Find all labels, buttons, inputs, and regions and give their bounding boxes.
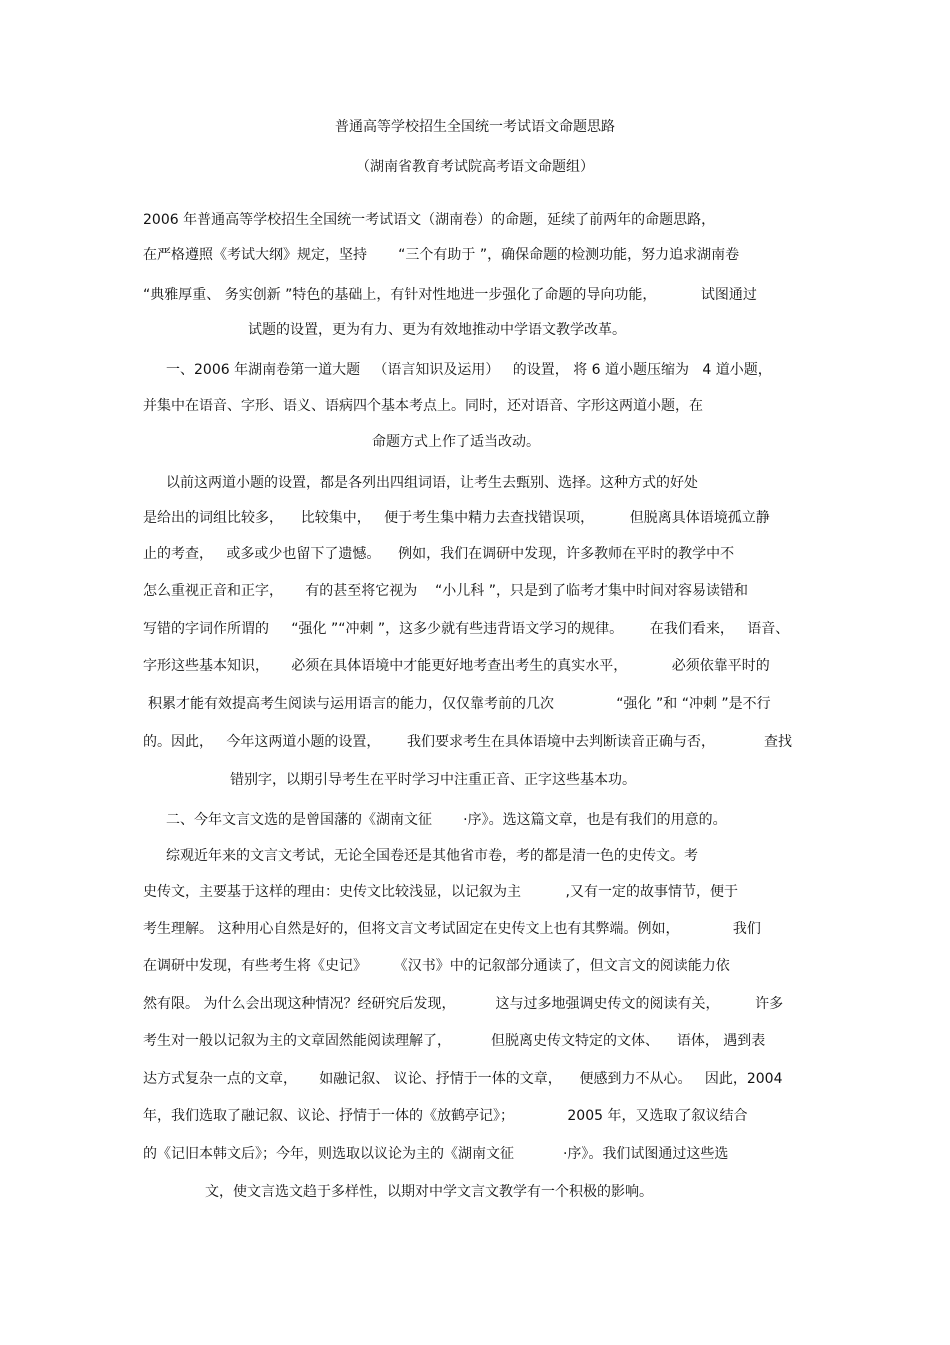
text-line-3: “典雅厚重、 务实创新 ”特色的基础上，有针对性地进一步强化了命题的导向功能， 试图通过	[143, 287, 757, 303]
text-line-24: 达方式复杂一点的文章， 如融记叙、 议论、抒情于一体的文章， 便感到力不从心。 因此，2004	[143, 1071, 783, 1087]
text-line-16: 错别字，以期引导考生在平时学习中注重正音、正字这些基本功。	[230, 772, 636, 788]
text-line-18: 综观近年来的文言文考试，无论全国卷还是其他省市卷，考的都是清一色的史传文。考	[166, 848, 698, 864]
text-line-27: 文，使文言选文趋于多样性，以期对中学文言文教学有一个积极的影响。	[205, 1184, 653, 1200]
text-line-15: 的。因此， 今年这两道小题的设置， 我们要求考生在具体语境中去判断读音正确与否， 查找	[143, 734, 793, 750]
text-line-19: 史传文，主要基于这样的理由：史传文比较浅显，以记叙为主 ,又有一定的故事情节，便于	[143, 884, 738, 900]
text-line-8: 以前这两道小题的设置，都是各列出四组词语，让考生去甄别、选择。这种方式的好处	[166, 475, 698, 491]
text-line-9: 是给出的词组比较多， 比较集中， 便于考生集中精力去查找错误项， 但脱离具体语境孤立静	[143, 510, 770, 526]
text-line-7: 命题方式上作了适当改动。	[372, 434, 540, 450]
text-line-4: 试题的设置，更为有力、更为有效地推动中学语文教学改革。	[248, 322, 626, 338]
text-line-6: 并集中在语音、字形、语义、语病四个基本考点上。同时，还对语音、字形这两道小题，在	[143, 398, 703, 414]
text-line-5: 一、2006 年湖南卷第一道大题 （语言知识及运用） 的设置， 将 6 道小题压缩为 4 道小题，	[166, 362, 772, 378]
text-line-21: 在调研中发现，有些考生将《史记》 《汉书》中的记叙部分通读了，但文言文的阅读能力依	[143, 958, 730, 974]
text-line-1: 2006 年普通高等学校招生全国统一考试语文（湖南卷）的命题，延续了前两年的命题思路，	[143, 212, 716, 228]
text-line-20: 考生理解。 这种用心自然是好的，但将文言文考试固定在史传文上也有其弊端。例如， 我们	[143, 921, 761, 937]
text-line-25: 年，我们选取了融记叙、议论、抒情于一体的《放鹤亭记》； 2005 年，又选取了叙议结合	[143, 1108, 748, 1124]
text-line-22: 然有限。 为什么会出现这种情况？经研究后发现， 这与过多地强调史传文的阅读有关， 许多	[143, 996, 784, 1012]
text-line-13: 字形这些基本知识， 必须在具体语境中才能更好地考查出考生的真实水平， 必须依靠平时的	[143, 658, 770, 674]
text-line-23: 考生对一般以记叙为主的文章固然能阅读理解了， 但脱离史传文特定的文体、 语体， 遇到表	[143, 1033, 766, 1049]
text-line-12: 写错的字词作所谓的 “强化 ”“冲刺 ”，这多少就有些违背语文学习的规律。 在我们看来， 语音、	[143, 621, 790, 637]
text-line-10: 止的考查， 或多或少也留下了遗憾。 例如，我们在调研中发现，许多教师在平时的教学中不	[143, 546, 735, 562]
text-line-17: 二、今年文言文选的是曾国藩的《湖南文征 ·序》。选这篇文章，也是有我们的用意的。	[166, 812, 727, 828]
document-subtitle: （湖南省教育考试院高考语文命题组）	[356, 159, 594, 175]
text-line-26: 的《记旧本韩文后》；今年，则选取以议论为主的《湖南文征 ·序》。我们试图通过这些选	[143, 1146, 729, 1162]
document-title: 普通高等学校招生全国统一考试语文命题思路	[335, 119, 615, 135]
text-line-14: 积累才能有效提高考生阅读与运用语言的能力，仅仅靠考前的几次 “强化 ”和 “冲刺 ”是不行	[148, 696, 771, 712]
text-line-11: 怎么重视正音和正字， 有的甚至将它视为 “小儿科 ”，只是到了临考才集中时间对容易读错和	[143, 583, 749, 599]
text-line-2: 在严格遵照《考试大纲》规定，坚持 “三个有助于 ”，确保命题的检测功能，努力追求湖南卷	[143, 247, 740, 263]
